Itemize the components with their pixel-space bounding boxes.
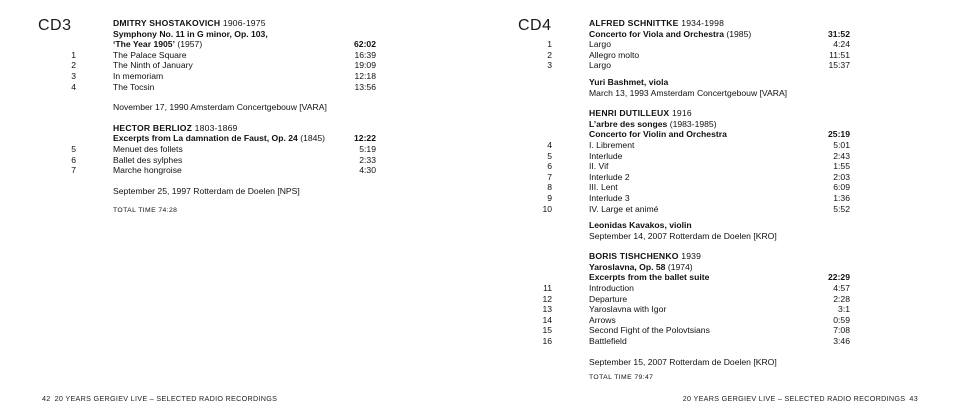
work-title: Excerpts from La damnation de Faust, Op. 24 (1845) xyxy=(113,133,326,144)
track-row: 1 The Palace Square 16:39 xyxy=(71,49,376,60)
recording-info: March 13, 1993 Amsterdam Concertgebouw [VARA] xyxy=(589,87,788,98)
composer-name: HENRI DUTILLEUX 1916 xyxy=(589,108,692,119)
track-row: 9 Interlude 3 1:36 xyxy=(547,192,850,203)
recording-info: November 17, 1990 Amsterdam Concertgebouw [VARA] xyxy=(113,102,327,113)
work-block xyxy=(71,122,376,197)
work-total: 12:22 xyxy=(354,133,376,144)
cd-label: CD4 xyxy=(518,17,552,34)
track-row: 2 Allegro molto 11:51 xyxy=(547,49,850,60)
track-row: 8 III. Lent 6:09 xyxy=(547,182,850,193)
total-time: TOTAL TIME 79:47 xyxy=(589,374,654,382)
work-total: 22:29 xyxy=(828,272,850,283)
track-row: 7 Interlude 2 2:03 xyxy=(547,171,850,182)
page-footer xyxy=(683,394,922,403)
track-row: 16 Battlefield 3:46 xyxy=(542,336,850,347)
track-row: 6 II. Vif 1:55 xyxy=(547,161,850,172)
work-block xyxy=(542,108,850,241)
track-row: 14 Arrows 0:59 xyxy=(542,314,850,325)
composer-name: DMITRY SHOSTAKOVICH 1906-1975 xyxy=(113,18,266,28)
recording-info: September 14, 2007 Rotterdam de Doelen [KRO] xyxy=(589,230,777,241)
total-time: TOTAL TIME 74:28 xyxy=(113,207,178,215)
work-title: Concerto for Viola and Orchestra (1985) xyxy=(589,28,752,39)
track-row: 3 In memoriam 12:18 xyxy=(71,70,376,81)
track-row: 2 The Ninth of January 19:09 xyxy=(71,60,376,71)
track-row: 1 Largo 4:24 xyxy=(547,39,850,50)
footer-text: 20 YEARS GERGIEV LIVE – SELECTED RADIO RECORDINGS xyxy=(682,394,906,403)
work-total: 62:02 xyxy=(354,39,376,50)
work-total: 25:19 xyxy=(828,129,850,140)
page-number: 43 xyxy=(909,394,918,403)
track-row: 3 Largo 15:37 xyxy=(547,60,850,71)
footer-text: 20 YEARS GERGIEV LIVE – SELECTED RADIO RECORDINGS xyxy=(54,394,278,403)
tracklist xyxy=(542,18,850,384)
tracklist xyxy=(71,18,376,217)
track-row: 7 Marche hongroise 4:30 xyxy=(71,165,376,176)
track-row: 4 The Tocsin 13:56 xyxy=(71,81,376,92)
track-row: 11 Introduction 4:57 xyxy=(543,283,850,294)
work-title: ‘The Year 1905’ (1957) xyxy=(113,39,203,50)
work-title: Excerpts from the ballet suite xyxy=(589,272,710,283)
page-footer xyxy=(38,394,277,403)
work-title: Symphony No. 11 in G minor, Op. 103, xyxy=(113,28,268,39)
track-row: 6 Ballet des sylphes 2:33 xyxy=(71,154,376,165)
work-title: Concerto for Violin and Orchestra xyxy=(589,129,727,140)
work-block xyxy=(71,18,376,113)
composer-name: HECTOR BERLIOZ 1803-1869 xyxy=(113,122,238,133)
work-block xyxy=(542,251,850,367)
cd-label: CD3 xyxy=(38,17,72,34)
right-page xyxy=(480,0,960,417)
track-row: 10 IV. Large et animé 5:52 xyxy=(542,203,850,214)
track-row: 15 Second Fight of the Polovtsians 7:08 xyxy=(542,325,850,336)
track-row: 5 Menuet des follets 5:19 xyxy=(71,143,376,154)
work-block xyxy=(547,18,850,98)
track-row: 12 Departure 2:28 xyxy=(542,293,850,304)
recording-info: September 25, 1997 Rotterdam de Doelen [NPS] xyxy=(113,185,300,196)
recording-info: September 15, 2007 Rotterdam de Doelen [KRO] xyxy=(589,356,777,367)
performer: Leonidas Kavakos, violin xyxy=(589,220,692,231)
performer: Yuri Bashmet, viola xyxy=(589,76,669,87)
work-total: 31:52 xyxy=(828,28,850,39)
composer-name: ALFRED SCHNITTKE 1934-1998 xyxy=(589,18,725,28)
work-subtitle: L’arbre des songes (1983-1985) xyxy=(589,118,717,129)
track-row: 13 Yaroslavna with Igor 3:1 xyxy=(542,304,850,315)
track-row: 5 Interlude 2:43 xyxy=(547,150,850,161)
page-number: 42 xyxy=(42,394,51,403)
composer-name: BORIS TISHCHENKO 1939 xyxy=(589,251,702,262)
work-subtitle: Yaroslavna, Op. 58 (1974) xyxy=(589,261,693,272)
track-row: 4 I. Librement 5:01 xyxy=(547,139,850,150)
